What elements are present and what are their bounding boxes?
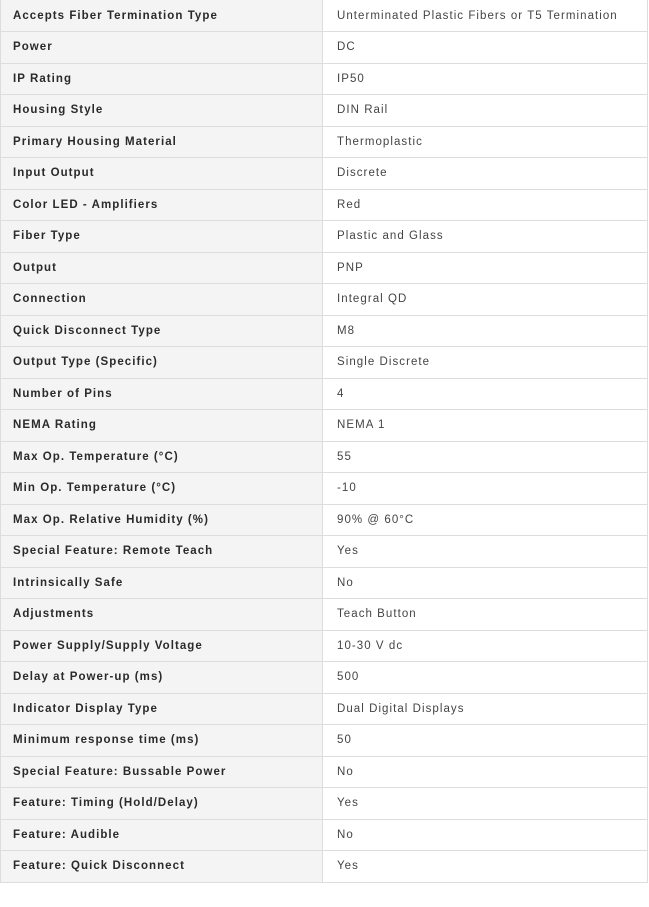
spec-value: 50: [323, 725, 648, 757]
spec-label: Max Op. Relative Humidity (%): [1, 504, 323, 536]
spec-value: Red: [323, 189, 648, 221]
spec-row: [1, 126, 648, 158]
spec-label: Adjustments: [1, 599, 323, 631]
spec-value: NEMA 1: [323, 410, 648, 442]
spec-row: [1, 725, 648, 757]
spec-label: Feature: Audible: [1, 819, 323, 851]
spec-value: DIN Rail: [323, 95, 648, 127]
spec-row: [1, 221, 648, 253]
spec-label: Quick Disconnect Type: [1, 315, 323, 347]
spec-row: [1, 95, 648, 127]
spec-value: Thermoplastic: [323, 126, 648, 158]
spec-row: [1, 504, 648, 536]
spec-value: PNP: [323, 252, 648, 284]
spec-label: Max Op. Temperature (°C): [1, 441, 323, 473]
spec-label: Feature: Quick Disconnect: [1, 851, 323, 883]
spec-row: [1, 315, 648, 347]
spec-label: Feature: Timing (Hold/Delay): [1, 788, 323, 820]
spec-label: Power: [1, 32, 323, 64]
spec-value: Yes: [323, 536, 648, 568]
spec-value: Dual Digital Displays: [323, 693, 648, 725]
spec-row: [1, 378, 648, 410]
spec-label: Special Feature: Remote Teach: [1, 536, 323, 568]
spec-row: [1, 252, 648, 284]
spec-row: [1, 567, 648, 599]
spec-row: [1, 599, 648, 631]
spec-label: Accepts Fiber Termination Type: [1, 0, 323, 32]
spec-value: 4: [323, 378, 648, 410]
spec-value: Unterminated Plastic Fibers or T5 Termination: [323, 0, 648, 32]
spec-label: Color LED - Amplifiers: [1, 189, 323, 221]
spec-label: Special Feature: Bussable Power: [1, 756, 323, 788]
spec-value: No: [323, 819, 648, 851]
spec-value: 90% @ 60°C: [323, 504, 648, 536]
spec-label: Power Supply/Supply Voltage: [1, 630, 323, 662]
spec-value: 55: [323, 441, 648, 473]
spec-value: DC: [323, 32, 648, 64]
spec-value: Integral QD: [323, 284, 648, 316]
spec-label: NEMA Rating: [1, 410, 323, 442]
spec-row: [1, 32, 648, 64]
spec-value: Yes: [323, 851, 648, 883]
spec-row: [1, 441, 648, 473]
spec-value: Plastic and Glass: [323, 221, 648, 253]
spec-row: [1, 0, 648, 32]
spec-row: [1, 819, 648, 851]
spec-row: [1, 536, 648, 568]
spec-label: Indicator Display Type: [1, 693, 323, 725]
spec-row: [1, 756, 648, 788]
spec-value: No: [323, 567, 648, 599]
spec-value: IP50: [323, 63, 648, 95]
spec-row: [1, 473, 648, 505]
spec-label: Intrinsically Safe: [1, 567, 323, 599]
spec-label: Housing Style: [1, 95, 323, 127]
spec-value: Yes: [323, 788, 648, 820]
spec-row: [1, 788, 648, 820]
spec-label: Primary Housing Material: [1, 126, 323, 158]
spec-row: [1, 284, 648, 316]
spec-row: [1, 158, 648, 190]
spec-label: Input Output: [1, 158, 323, 190]
spec-value: Single Discrete: [323, 347, 648, 379]
spec-label: Delay at Power-up (ms): [1, 662, 323, 694]
spec-value: M8: [323, 315, 648, 347]
spec-label: Output Type (Specific): [1, 347, 323, 379]
spec-label: Number of Pins: [1, 378, 323, 410]
spec-value: Teach Button: [323, 599, 648, 631]
spec-label: Connection: [1, 284, 323, 316]
specifications-table-body: [1, 0, 648, 882]
spec-value: 10-30 V dc: [323, 630, 648, 662]
spec-label: Min Op. Temperature (°C): [1, 473, 323, 505]
spec-value: No: [323, 756, 648, 788]
spec-row: [1, 630, 648, 662]
spec-label: Output: [1, 252, 323, 284]
spec-row: [1, 189, 648, 221]
spec-row: [1, 410, 648, 442]
spec-row: [1, 63, 648, 95]
spec-row: [1, 693, 648, 725]
spec-value: Discrete: [323, 158, 648, 190]
spec-row: [1, 347, 648, 379]
spec-value: -10: [323, 473, 648, 505]
spec-label: Fiber Type: [1, 221, 323, 253]
spec-value: 500: [323, 662, 648, 694]
spec-row: [1, 662, 648, 694]
spec-label: IP Rating: [1, 63, 323, 95]
spec-row: [1, 851, 648, 883]
spec-label: Minimum response time (ms): [1, 725, 323, 757]
